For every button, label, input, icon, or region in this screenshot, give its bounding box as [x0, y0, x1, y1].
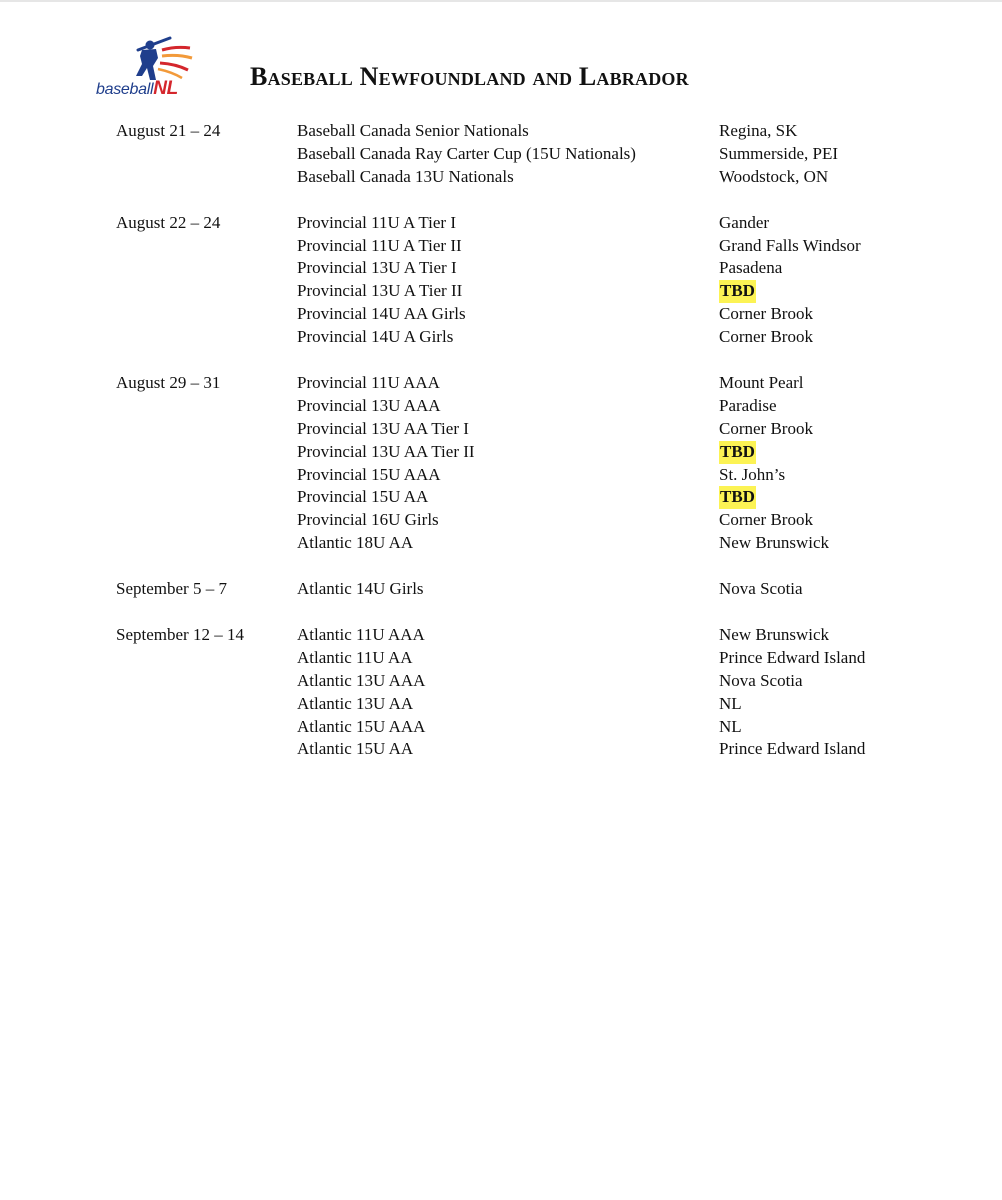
- schedule-row: [116, 303, 916, 326]
- event-name: Provincial 14U AA Girls: [297, 304, 466, 324]
- event-name: Baseball Canada Senior Nationals: [297, 121, 529, 140]
- schedule-row: [116, 372, 916, 395]
- schedule-row: [116, 624, 916, 647]
- event-name: Provincial 16U Girls: [297, 510, 439, 530]
- schedule-row: [116, 647, 916, 670]
- event-name: Atlantic 13U AA: [297, 693, 414, 713]
- schedule-row: [116, 532, 916, 555]
- date-range: August 21 – 24: [116, 121, 221, 140]
- schedule-row: [116, 486, 916, 509]
- schedule-row: [116, 670, 916, 693]
- event-location: St. John’s: [719, 464, 786, 484]
- date-range: August 29 – 31: [116, 373, 221, 393]
- schedule-row: [116, 143, 916, 166]
- event-location: New Brunswick: [719, 533, 830, 553]
- page-title: Baseball Newfoundland and Labrador: [250, 62, 689, 91]
- schedule-row: [116, 464, 916, 487]
- schedule-row: [116, 326, 916, 349]
- schedule-row: [116, 716, 916, 739]
- schedule-row: [116, 441, 916, 464]
- event-location: Nova Scotia: [719, 579, 803, 599]
- event-location: Prince Edward Island: [719, 647, 866, 667]
- schedule-row: [116, 509, 916, 532]
- event-name: Atlantic 18U AA: [297, 533, 414, 553]
- event-name: Atlantic 11U AA: [297, 647, 413, 667]
- schedule-group: [116, 120, 916, 189]
- event-name: Atlantic 15U AAA: [297, 716, 426, 736]
- event-name: Atlantic 14U Girls: [297, 579, 424, 599]
- event-location: Grand Falls Windsor: [719, 235, 861, 255]
- schedule-row: [116, 578, 916, 601]
- event-location: Corner Brook: [719, 304, 813, 324]
- event-name: Atlantic 15U AA: [297, 739, 414, 759]
- event-name: Provincial 14U A Girls: [297, 327, 454, 347]
- event-location: Corner Brook: [719, 418, 813, 438]
- event-location: NL: [719, 716, 742, 736]
- event-name: Provincial 13U AAA: [297, 395, 441, 415]
- schedule-row: [116, 280, 916, 303]
- schedule-row: [116, 257, 916, 280]
- schedule-row: [116, 235, 916, 258]
- event-name: Provincial 11U A Tier I: [297, 212, 456, 232]
- schedule-row: [116, 738, 916, 761]
- event-name: Provincial 13U A Tier II: [297, 281, 463, 301]
- baseball-nl-logo: [92, 36, 202, 102]
- schedule-group: [116, 212, 916, 349]
- event-location: Corner Brook: [719, 327, 813, 347]
- event-name: Provincial 11U A Tier II: [297, 235, 462, 255]
- schedule-row: [116, 693, 916, 716]
- schedule-row: [116, 418, 916, 441]
- event-name: Provincial 13U AA Tier I: [297, 418, 469, 438]
- event-name: Provincial 15U AAA: [297, 464, 441, 484]
- date-range: September 5 – 7: [116, 579, 227, 599]
- date-range: August 22 – 24: [116, 212, 221, 232]
- event-location: Prince Edward Island: [719, 739, 866, 759]
- schedule-group: [116, 624, 916, 761]
- event-name: Baseball Canada 13U Nationals: [297, 166, 514, 186]
- event-name: Provincial 13U A Tier I: [297, 258, 457, 278]
- event-location: Woodstock, ON: [719, 166, 829, 186]
- location-tbd-highlight: TBD: [719, 486, 756, 509]
- date-range: September 12 – 14: [116, 625, 244, 645]
- event-location: Pasadena: [719, 258, 783, 278]
- event-location: Paradise: [719, 395, 777, 415]
- schedule-group: [116, 372, 916, 555]
- logo-wordmark: baseballNL: [96, 78, 178, 99]
- schedule-row: [116, 212, 916, 235]
- event-name: Atlantic 13U AAA: [297, 670, 426, 690]
- schedule-row: [116, 120, 916, 143]
- event-location: New Brunswick: [719, 625, 830, 645]
- event-location: Mount Pearl: [719, 373, 804, 393]
- schedule-group: [116, 578, 916, 601]
- location-tbd-highlight: TBD: [719, 280, 756, 303]
- event-location: Gander: [719, 212, 770, 232]
- schedule-list: [116, 120, 916, 784]
- location-tbd-highlight: TBD: [719, 441, 756, 464]
- event-location: Nova Scotia: [719, 670, 803, 690]
- event-name: Provincial 13U AA Tier II: [297, 441, 475, 461]
- event-name: Baseball Canada Ray Carter Cup (15U Nationals): [297, 143, 636, 163]
- event-name: Provincial 15U AA: [297, 487, 429, 507]
- event-name: Provincial 11U AAA: [297, 373, 440, 393]
- event-location: Regina, SK: [719, 121, 798, 140]
- top-border: [0, 0, 1002, 2]
- schedule-row: [116, 166, 916, 189]
- event-location: Summerside, PEI: [719, 143, 838, 163]
- event-location: NL: [719, 693, 742, 713]
- schedule-row: [116, 395, 916, 418]
- event-name: Atlantic 11U AAA: [297, 625, 425, 645]
- event-location: Corner Brook: [719, 510, 813, 530]
